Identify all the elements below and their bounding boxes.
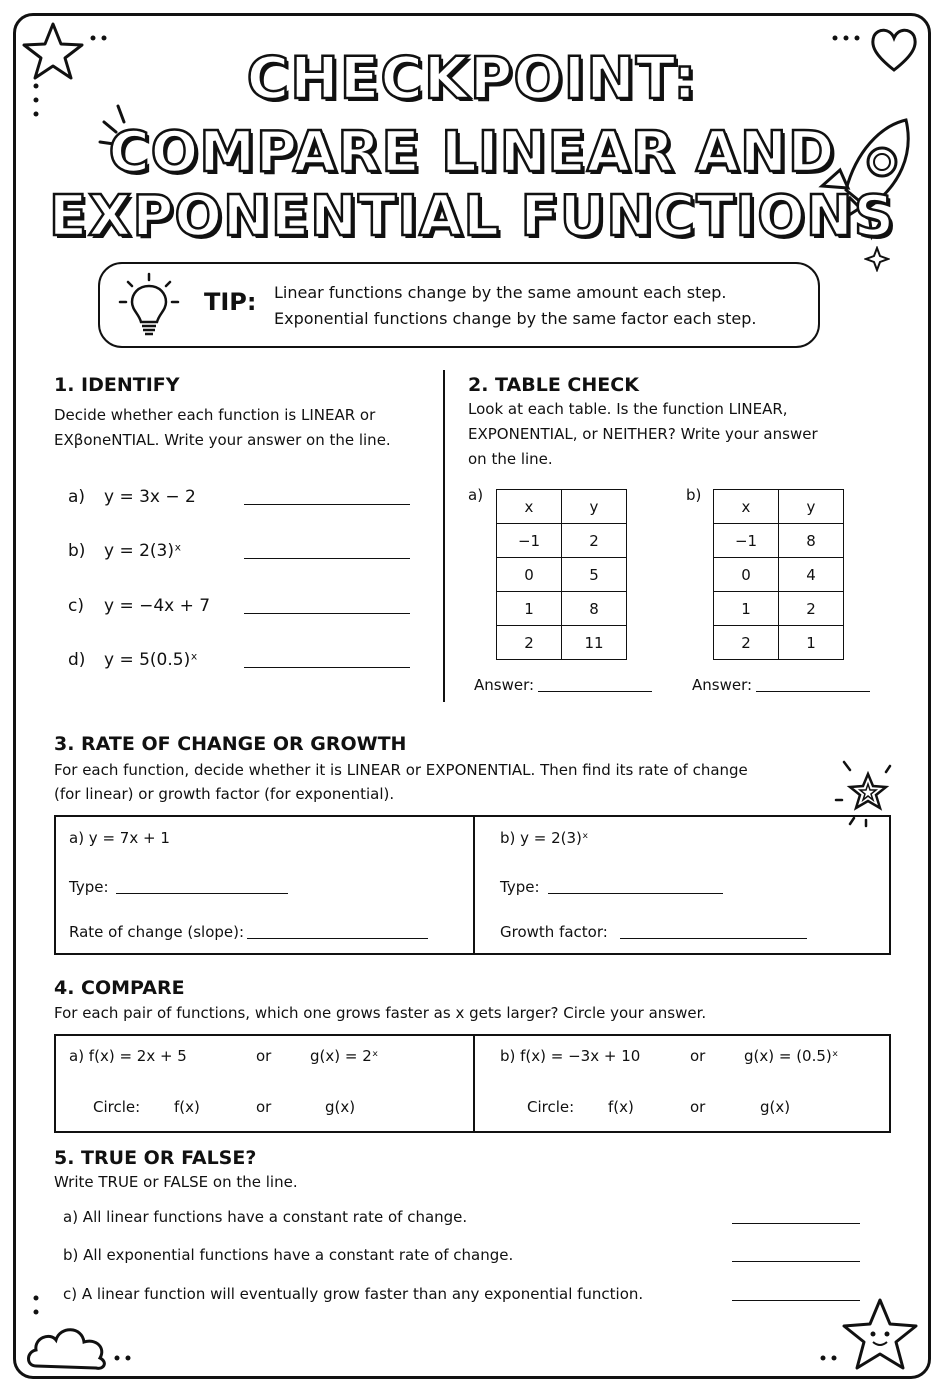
or-text: or [690,1098,706,1116]
answer-line[interactable] [116,893,288,894]
section2-instructions-line2: EXPONENTIAL, or NEITHER? Write your answer [468,425,818,443]
or-text: or [256,1047,272,1065]
box-divider [473,817,475,953]
section1-instructions-line2: EXβoneNTIAL. Write your answer on the line. [54,431,391,449]
or-text: or [256,1098,272,1116]
table-cell: 1 [714,592,779,626]
table-cell: −1 [714,524,779,558]
table-b-label: b) [686,486,702,504]
table-cell: 8 [779,524,844,558]
answer-label: Answer: [474,676,535,694]
table-a-label: a) [468,486,484,504]
tip-label: TIP: [204,288,257,316]
rate-label: Rate of change (slope): [69,923,245,941]
statement: a) All linear functions have a constant rate of change. [63,1208,468,1226]
section3-instructions-line2: (for linear) or growth factor (for exponential). [54,785,395,803]
answer-line[interactable] [244,558,410,559]
function-f: a) f(x) = 2x + 5 [69,1047,187,1065]
function-expression: y = 5(0.5)ˣ [104,650,198,670]
table-cell: 4 [779,558,844,592]
section3-heading: 3. RATE OF CHANGE OR GROWTH [54,733,407,755]
section2-heading: 2. TABLE CHECK [468,374,639,396]
choice-g[interactable]: g(x) [760,1098,791,1116]
dots-icon [30,1292,42,1318]
table-cell: 8 [562,592,627,626]
table-cell: 0 [714,558,779,592]
section5-heading: 5. TRUE OR FALSE? [54,1147,257,1169]
answer-line[interactable] [247,938,428,939]
page-title-line1: CHECKPOINT: [246,44,698,112]
answer-line[interactable] [538,691,652,692]
function-expression: y = 2(3)ˣ [104,541,182,561]
function-expression: b) y = 2(3)ˣ [500,829,589,847]
box-divider [473,1036,475,1131]
page-title-line2: COMPARE LINEAR AND [108,120,836,185]
choice-f[interactable]: f(x) [608,1098,634,1116]
table-cell: 11 [562,626,627,660]
answer-label: Answer: [692,676,753,694]
function-expression: y = −4x + 7 [104,596,211,616]
tip-text-line2: Exponential functions change by the same factor each step. [274,309,757,328]
answer-line[interactable] [244,504,410,505]
table-cell: 2 [562,524,627,558]
or-text: or [690,1047,706,1065]
statement: c) A linear function will eventually grow faster than any exponential function. [63,1285,644,1303]
table-cell: −1 [497,524,562,558]
value-table-a [496,489,627,660]
choice-f[interactable]: f(x) [174,1098,200,1116]
table-cell: 0 [497,558,562,592]
function-expression: y = 3x − 2 [104,487,196,507]
table-cell: 5 [562,558,627,592]
circle-label: Circle: [93,1098,141,1116]
item-label: b) [68,541,86,561]
section2-instructions-line3: on the line. [468,450,553,468]
column-divider [443,370,445,702]
section4-instructions: For each pair of functions, which one grows faster as x gets larger? Circle your answer. [54,1004,707,1022]
item-label: d) [68,650,86,670]
lightbulb-icon [118,270,180,340]
answer-line[interactable] [732,1261,860,1262]
section1-heading: 1. IDENTIFY [54,374,180,396]
table-cell: 1 [497,592,562,626]
page-title-line3: EXPONENTIAL FUNCTIONS [48,184,896,249]
table-header: y [562,490,627,524]
dots-icon [88,32,118,44]
section1-instructions-line1: Decide whether each function is LINEAR or [54,406,376,424]
growth-factor-label: Growth factor: [500,923,608,941]
value-table-b [713,489,844,660]
table-cell: 1 [779,626,844,660]
function-g: g(x) = (0.5)ˣ [744,1047,839,1065]
sparkle-icon [864,246,890,272]
answer-line[interactable] [244,613,410,614]
answer-line[interactable] [548,893,723,894]
section4-heading: 4. COMPARE [54,977,185,999]
function-f: b) f(x) = −3x + 10 [500,1047,641,1065]
circle-label: Circle: [527,1098,575,1116]
table-header: y [779,490,844,524]
cloud-icon [24,1318,110,1374]
table-cell: 2 [497,626,562,660]
table-cell: 2 [779,592,844,626]
smiling-star-icon [838,1294,922,1376]
table-header: x [714,490,779,524]
function-g: g(x) = 2ˣ [310,1047,379,1065]
section3-instructions-line1: For each function, decide whether it is LINEAR or EXPONENTIAL. Then find its rate of change [54,761,748,779]
answer-line[interactable] [756,691,870,692]
type-label: Type: [500,878,540,896]
table-cell: 2 [714,626,779,660]
dots-icon [112,1352,138,1364]
type-label: Type: [69,878,109,896]
table-header: x [497,490,562,524]
answer-line[interactable] [244,667,410,668]
statement: b) All exponential functions have a constant rate of change. [63,1246,514,1264]
item-label: a) [68,487,86,507]
item-label: c) [68,596,84,616]
dots-icon [830,32,860,44]
section5-instructions: Write TRUE or FALSE on the line. [54,1173,298,1191]
answer-line[interactable] [620,938,807,939]
answer-line[interactable] [732,1223,860,1224]
function-expression: a) y = 7x + 1 [69,829,170,847]
choice-g[interactable]: g(x) [325,1098,356,1116]
section2-instructions-line1: Look at each table. Is the function LINEAR, [468,400,788,418]
tip-text-line1: Linear functions change by the same amount each step. [274,283,727,302]
